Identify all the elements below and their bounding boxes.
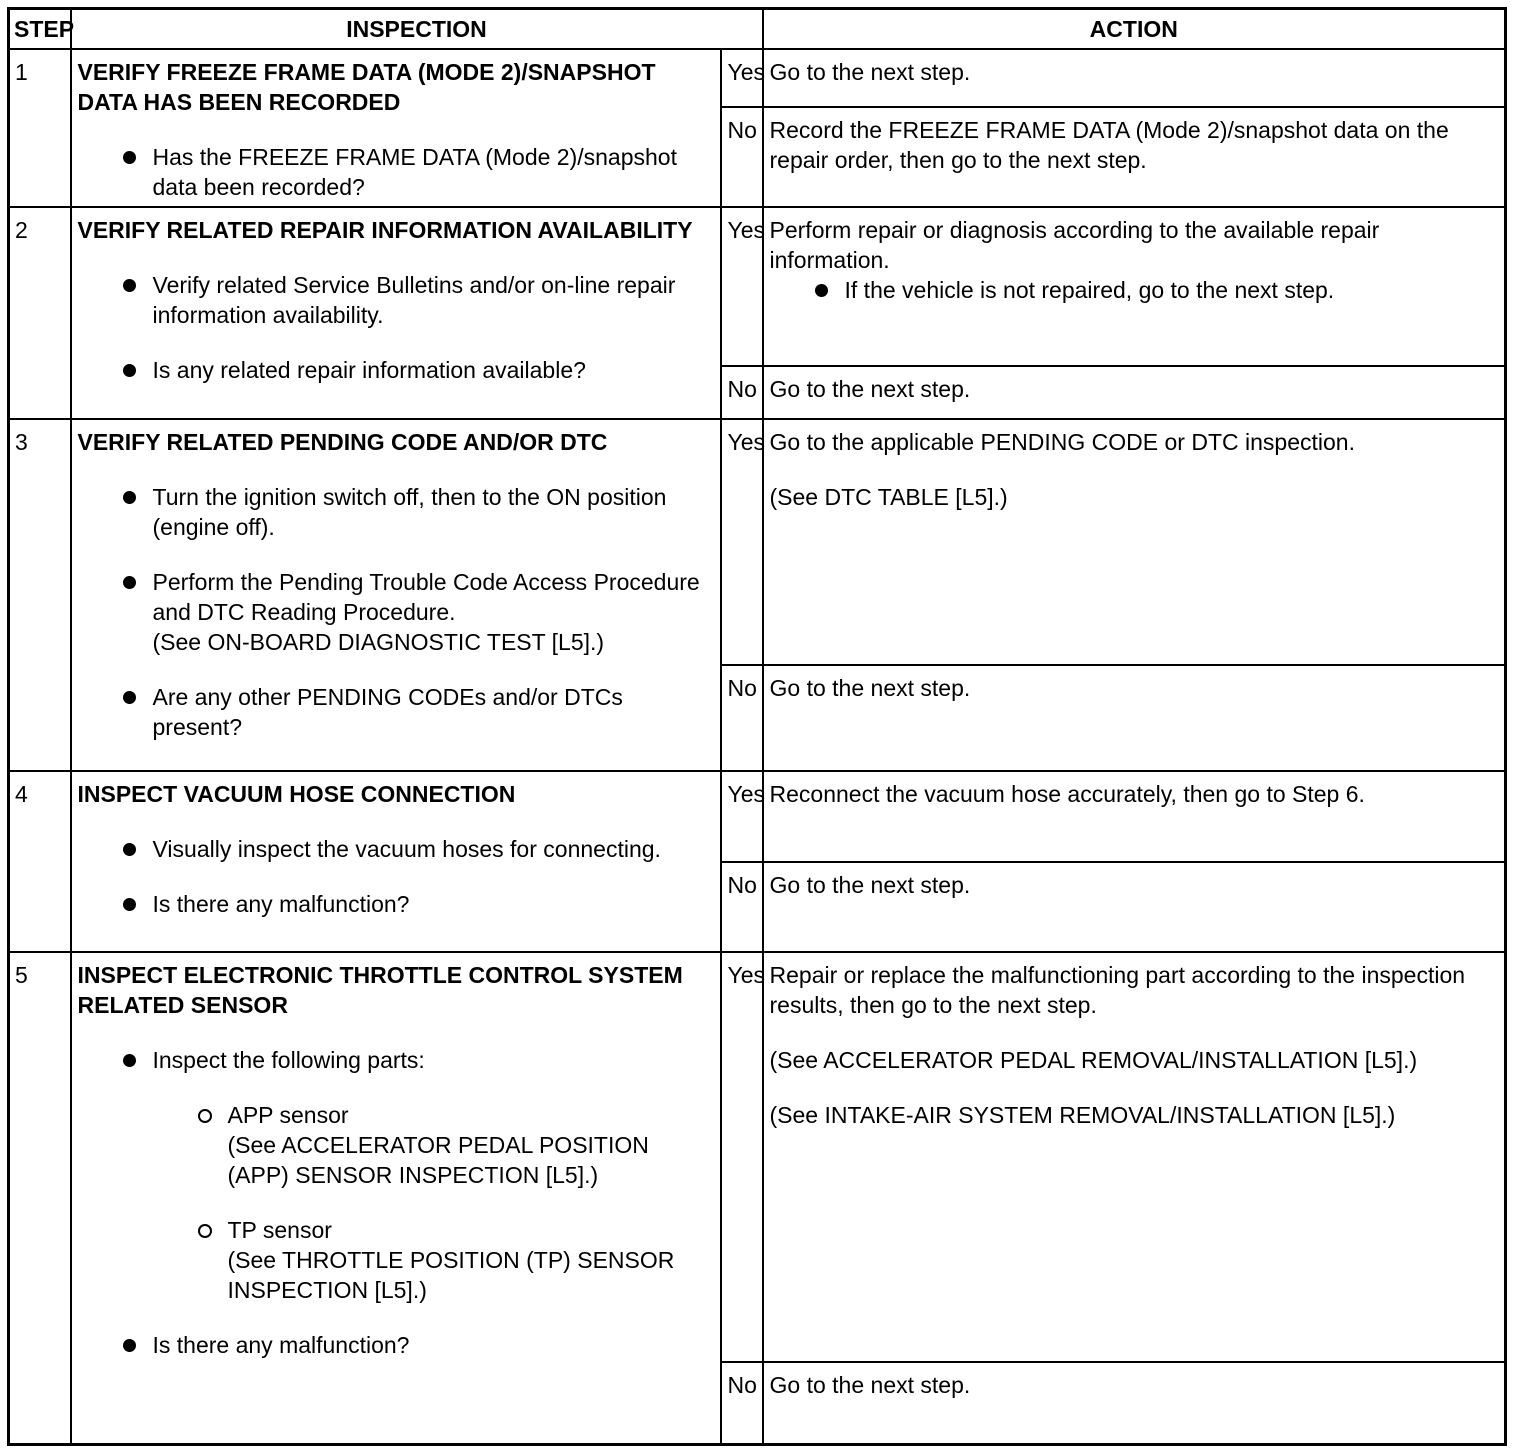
inspection-bullet: Turn the ignition switch off, then to the ON position (engine off). xyxy=(78,482,714,542)
table-row xyxy=(9,419,1506,665)
action-yes-cell xyxy=(763,952,1506,1362)
step-number: 5 xyxy=(9,952,71,1444)
inspection-bullet: Visually inspect the vacuum hoses for connecting. xyxy=(78,834,714,864)
inspection-title: VERIFY FREEZE FRAME DATA (MODE 2)/SNAPSHOT DATA HAS BEEN RECORDED xyxy=(77,59,656,115)
inspection-bullet: Is there any malfunction? xyxy=(78,1330,714,1360)
action-no: Go to the next step. xyxy=(763,862,1506,952)
inspection-bullet: Perform the Pending Trouble Code Access Procedure and DTC Reading Procedure. xyxy=(78,567,714,627)
inspection-cell xyxy=(71,771,721,952)
yes-label: Yes xyxy=(721,771,763,862)
header-row xyxy=(9,9,1506,50)
inspection-bullet: Are any other PENDING CODEs and/or DTCs present? xyxy=(78,682,714,742)
yes-label: Yes xyxy=(721,419,763,665)
action-no: Go to the next step. xyxy=(763,665,1506,771)
step-number: 3 xyxy=(9,419,71,771)
action-no: Record the FREEZE FRAME DATA (Mode 2)/snapshot data on the repair order, then go to the next step. xyxy=(763,107,1506,207)
inspection-subitem-reference: (See THROTTLE POSITION (TP) SENSOR INSPECTION [L5].) xyxy=(227,1247,675,1304)
action-yes: Repair or replace the malfunctioning part according to the inspection results, then go to the next step. xyxy=(769,962,1466,1019)
header-step: STEP xyxy=(9,9,71,50)
yes-label: Yes xyxy=(721,49,763,107)
action-yes-cell xyxy=(763,419,1506,665)
no-label: No xyxy=(721,1362,763,1444)
action-yes-cell xyxy=(763,207,1506,366)
table-row xyxy=(9,952,1506,1362)
table-row xyxy=(9,771,1506,862)
yes-label: Yes xyxy=(721,952,763,1362)
action-bullet: If the vehicle is not repaired, go to the next step. xyxy=(770,275,1498,305)
inspection-subitem: TP sensor xyxy=(78,1215,714,1245)
inspection-bullet: Verify related Service Bulletins and/or on-line repair information availability. xyxy=(78,270,714,330)
action-yes: Go to the applicable PENDING CODE or DTC inspection. xyxy=(769,429,1355,456)
step-number: 2 xyxy=(9,207,71,419)
inspection-cell xyxy=(71,207,721,419)
table-row xyxy=(9,207,1506,366)
inspection-bullet: Inspect the following parts: xyxy=(78,1045,714,1075)
action-no: Go to the next step. xyxy=(763,366,1506,419)
inspection-bullet: Is there any malfunction? xyxy=(78,889,714,919)
inspection-reference: (See ON-BOARD DIAGNOSTIC TEST [L5].) xyxy=(152,629,605,656)
step-number: 1 xyxy=(9,49,71,207)
inspection-title: INSPECT ELECTRONIC THROTTLE CONTROL SYSTEM RELATED SENSOR xyxy=(77,962,683,1019)
header-inspection: INSPECTION xyxy=(71,9,763,50)
action-reference: (See ACCELERATOR PEDAL REMOVAL/INSTALLATION [L5].) xyxy=(769,1047,1418,1074)
header-action: ACTION xyxy=(763,9,1506,50)
inspection-title: INSPECT VACUUM HOSE CONNECTION xyxy=(77,781,516,808)
inspection-subitem-reference: (See ACCELERATOR PEDAL POSITION (APP) SENSOR INSPECTION [L5].) xyxy=(227,1132,649,1189)
no-label: No xyxy=(721,366,763,419)
inspection-title: VERIFY RELATED REPAIR INFORMATION AVAILABILITY xyxy=(77,217,693,244)
no-label: No xyxy=(721,862,763,952)
action-no: Go to the next step. xyxy=(763,1362,1506,1444)
inspection-cell xyxy=(71,952,721,1444)
inspection-bullet: Is any related repair information available? xyxy=(78,355,714,385)
step-number: 4 xyxy=(9,771,71,952)
diagnostic-table xyxy=(7,7,1507,1446)
inspection-bullet: Has the FREEZE FRAME DATA (Mode 2)/snapshot data been recorded? xyxy=(78,142,714,202)
inspection-title: VERIFY RELATED PENDING CODE AND/OR DTC xyxy=(77,429,608,456)
inspection-cell xyxy=(71,49,721,207)
action-reference: (See DTC TABLE [L5].) xyxy=(769,484,1008,511)
inspection-subitem: APP sensor xyxy=(78,1100,714,1130)
no-label: No xyxy=(721,665,763,771)
no-label: No xyxy=(721,107,763,207)
inspection-cell xyxy=(71,419,721,771)
action-yes: Perform repair or diagnosis according to the available repair information. xyxy=(769,217,1380,274)
table-row xyxy=(9,49,1506,107)
action-reference: (See INTAKE-AIR SYSTEM REMOVAL/INSTALLATION [L5].) xyxy=(769,1102,1396,1129)
yes-label: Yes xyxy=(721,207,763,366)
action-yes: Reconnect the vacuum hose accurately, then go to Step 6. xyxy=(763,771,1506,862)
action-yes: Go to the next step. xyxy=(763,49,1506,107)
